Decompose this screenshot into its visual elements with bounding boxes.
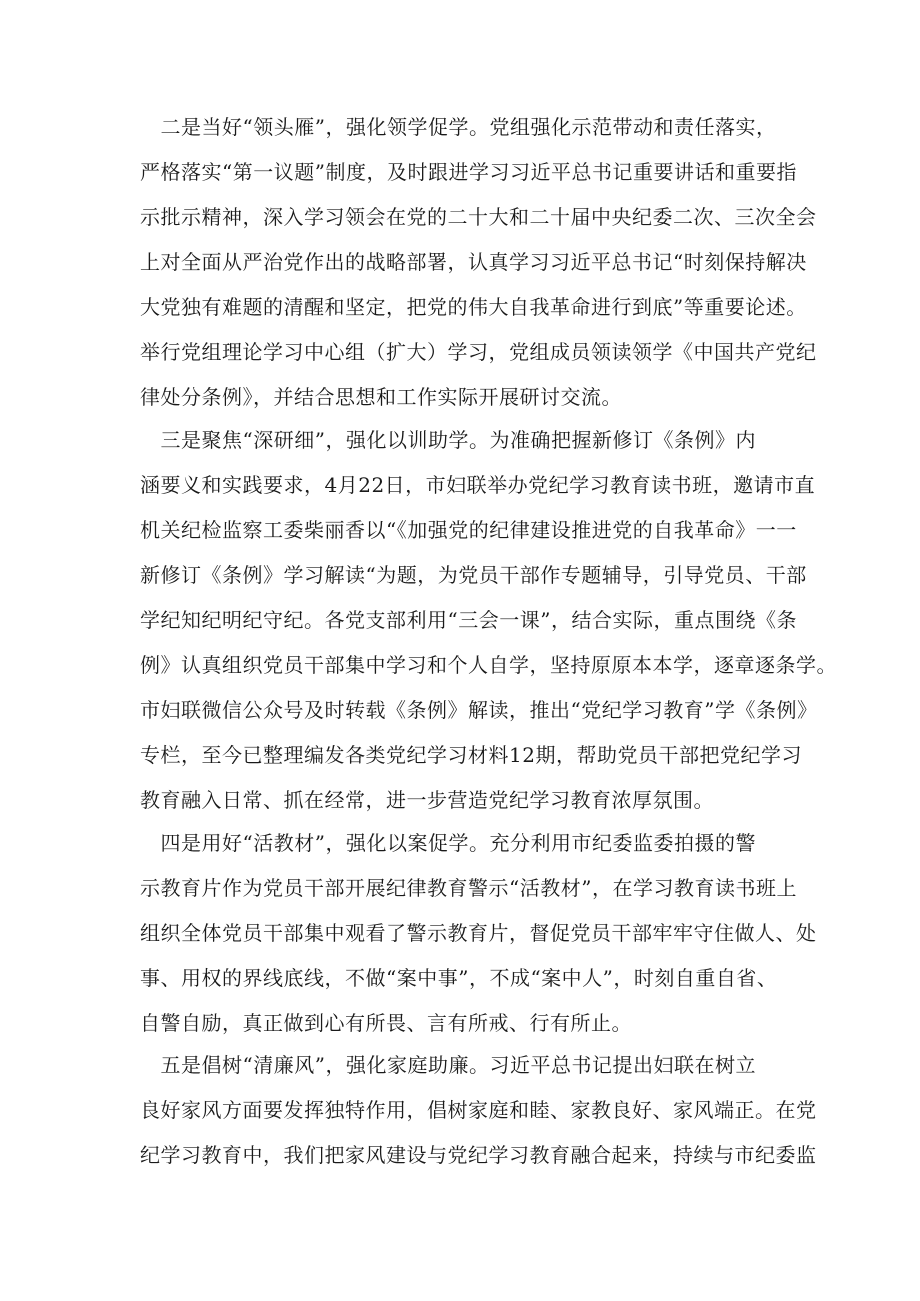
text-line: 上对全面从严治党作出的战略部署，认真学习习近平总书记“时刻保持解决 [140, 250, 807, 274]
text-line: 五是倡树“清廉风”，强化家庭助廉。习近平总书记提出妇联在树立 [140, 1053, 756, 1077]
text-line: 四是用好“活教材”，强化以案促学。充分利用市纪委监委拍摄的警 [140, 831, 756, 855]
text-line: 举行党组理论学习中心组（扩大）学习，党组成员领读领学《中国共产党纪 [140, 340, 817, 364]
text-line: 新修订《条例》学习解读“为题，为党员干部作专题辅导，引导党员、干部 [140, 563, 807, 587]
text-line: 纪学习教育中，我们把家风建设与党纪学习教育融合起来，持续与市纪委监 [140, 1143, 817, 1167]
text-line: 市妇联微信公众号及时转载《条例》解读，推出“党纪学习教育”学《条例》 [140, 698, 818, 722]
text-line: 组织全体党员干部集中观看了警示教育片，督促党员干部牢牢守住做人、处 [140, 921, 817, 945]
text-line: 事、用权的界线底线，不做“案中事”，不成“案中人”，时刻自重自省、 [140, 966, 778, 990]
text-line: 机关纪检监察工委柴丽香以“《加强党的纪律建设推进党的自我革命》一一 [140, 518, 797, 542]
text-line: 二是当好“领头雁”，强化领学促学。党组强化示范带动和责任落实， [140, 115, 777, 139]
text-line: 示教育片作为党员干部开展纪律教育警示“活教材”，在学习教育读书班上 [140, 876, 797, 900]
text-line: 例》认真组织党员干部集中学习和个人自学，坚持原原本本学，逐章逐条学。 [140, 653, 837, 677]
text-line: 专栏，至今已整理编发各类党纪学习材料12期，帮助党员干部把党纪学习 [140, 743, 802, 767]
text-line: 三是聚焦“深研细”，强化以训助学。为准确把握新修订《条例》内 [140, 428, 756, 452]
text-line: 良好家风方面要发挥独特作用，倡树家庭和睦、家教良好、家风端正。在党 [140, 1098, 817, 1122]
text-line: 严格落实“第一议题”制度，及时跟进学习习近平总书记重要讲话和重要指 [140, 160, 797, 184]
text-line: 教育融入日常、抓在经常，进一步营造党纪学习教育浓厚氛围。 [140, 788, 714, 812]
text-line: 涵要义和实践要求，4月22日，市妇联举办党纪学习教育读书班，邀请市直 [140, 473, 816, 497]
text-line: 律处分条例》，并结合思想和工作实际开展研讨交流。 [140, 385, 622, 409]
text-line: 大党独有难题的清醒和坚定，把党的伟大自我革命进行到底”等重要论述。 [140, 295, 807, 319]
text-line: 示批示精神，深入学习领会在党的二十大和二十届中央纪委二次、三次全会 [140, 205, 817, 229]
text-line: 学纪知纪明纪守纪。各党支部利用“三会一课”，结合实际，重点围绕《条 [140, 608, 797, 632]
text-line: 自警自励，真正做到心有所畏、言有所戒、行有所止。 [140, 1011, 632, 1035]
